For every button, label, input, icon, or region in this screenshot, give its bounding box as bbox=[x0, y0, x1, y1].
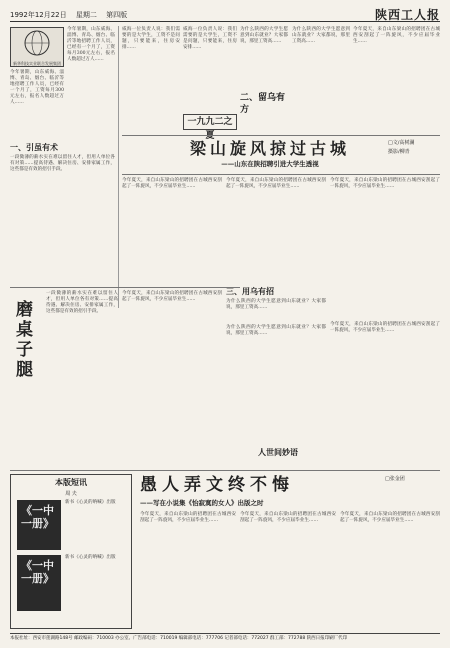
books-column-title: 本版短讯 bbox=[55, 478, 87, 487]
byline-writer: □文/高树澜 bbox=[388, 140, 415, 146]
cartoon-area-text: 为什么陕西的大学生愿意到山东就业？大家都说，那里工资高…… bbox=[226, 325, 326, 337]
main-article-col2: 今年夏天，来自山东梁山的招聘团在古城西安刮起了一阵旋风，不少应届毕业生…… bbox=[226, 178, 326, 190]
lower-rule bbox=[10, 470, 440, 471]
right-mid-text: 今年夏天，来自山东梁山的招聘团在古城西安刮起了一阵旋风，不少应届毕业生…… bbox=[330, 322, 440, 334]
headline-rule-bottom bbox=[122, 174, 440, 175]
vertical-article-text-1: 一段微薄的薪水实在难以留住人才，但用人单位各有对策……提高待遇、解决住房、安排家属工作，这些都是有效的招引手段。 bbox=[46, 291, 118, 315]
right-top-text: 为什么陕西的大学生愿意到山东就业？大家都说，那里工资高…… bbox=[292, 27, 350, 45]
lead-text-left: 今年暑期，山东威海、淄博、青岛、烟台、临沂等地招聘工作人员，已经有一个月了，工资每月300元左右，报名人数超过万人…… bbox=[10, 70, 64, 106]
main-article-col1: 今年夏天，来自山东梁山的招聘团在古城西安刮起了一阵旋风，不少应届毕业生…… bbox=[122, 178, 222, 190]
byline-photo: 摄影/柳青 bbox=[388, 149, 410, 155]
vertical-title: 磨桌子腿 bbox=[12, 300, 32, 380]
vertical-title-box bbox=[12, 300, 42, 440]
section2-title: 二、留乌有方 bbox=[240, 93, 286, 115]
mid-top-text: 威海一位负责人说：我们需要的是大学生，工资不是问题，只要能来，住房安排…… bbox=[122, 27, 180, 51]
section1-text: 一段微薄的薪水实在难以留住人才，但用人单位各有对策……提高待遇、解决住房、安排家属工作，这些都是有效的招引手段。 bbox=[10, 155, 115, 173]
feature-text-col2: 今年夏天，来自山东梁山的招聘团在古城西安刮起了一阵旋风，不少应届毕业生…… bbox=[240, 512, 336, 524]
footer-publish: 群工部：772788 bbox=[270, 636, 306, 641]
column-divider-1 bbox=[118, 26, 119, 308]
globe-logo-icon bbox=[11, 28, 63, 58]
footer-ads: 办公室、广告部电话：710019 bbox=[115, 636, 178, 641]
feature-byline: □张金团 bbox=[385, 476, 405, 482]
issue-weekday: 星期二 bbox=[75, 11, 97, 19]
issue-date: 1992年12月22日 bbox=[10, 11, 67, 19]
section1-title: 一、引虽有术 bbox=[10, 143, 58, 152]
section2-box bbox=[240, 92, 288, 118]
section3-text: 为什么陕西的大学生愿意到山东就业？大家都说，那里工资高…… bbox=[226, 299, 326, 311]
books-box bbox=[10, 474, 132, 629]
feature-subtitle: ——写在小说集《怡寂寞的女人》出版之时 bbox=[140, 498, 264, 507]
footer-edit: 编辑部电话：777706 bbox=[178, 636, 223, 641]
issue-date-line bbox=[10, 11, 134, 20]
book-item-2: 新书《心灵的呐喊》出版 bbox=[65, 555, 116, 560]
headline-rule-top bbox=[122, 135, 440, 136]
section3-title: 三、用乌有招 bbox=[226, 287, 274, 296]
feature-text-col1: 今年夏天，来自山东梁山的招聘团在古城西安刮起了一阵旋风，不少应届毕业生…… bbox=[140, 512, 236, 524]
footer-address: 本报社址：西安市莲湖路148号 bbox=[10, 636, 73, 641]
right-top-text-2: 今年夏天，来自山东梁山的招聘团在古城西安刮起了一阵旋风，不少应届毕业生…… bbox=[353, 27, 440, 45]
logo-box bbox=[10, 27, 64, 67]
section2-text: 为什么陕西的大学生愿意到山东就业？大家都说，那里工资高…… bbox=[240, 27, 288, 45]
main-article-col3: 今年夏天，来自山东梁山的招聘团在古城西安刮起了一阵旋风，不少应届毕业生…… bbox=[330, 178, 440, 190]
book-item-1: 新书《心灵的呐喊》出版 bbox=[65, 500, 116, 505]
main-headline: 梁山旋风掠过古城 bbox=[189, 139, 350, 158]
issue-page: 第四版 bbox=[106, 11, 128, 19]
lead-text-col2: 今年暑期，山东威海、淄博、青岛、烟台、临沂等地招聘工作人员，已经有一个月了，工资每月300元左右，报名人数超过万人…… bbox=[67, 27, 115, 63]
mid-top-text-2: 威海一位负责人说：我们需要的是大学生，工资不是问题，只要能来，住房安排…… bbox=[183, 27, 237, 51]
mid-rule bbox=[10, 287, 240, 288]
main-subheadline: ——山东在陕招聘引进大学生透视 bbox=[221, 160, 319, 168]
footer-zip: 邮政编码：710003 bbox=[74, 636, 114, 641]
books-author: 周 夫 bbox=[65, 490, 77, 497]
feature-text-col3: 今年夏天，来自山东梁山的招聘团在古城西安刮起了一阵旋风，不少应届毕业生…… bbox=[340, 512, 440, 524]
cartoon-banner bbox=[226, 440, 330, 466]
logo-caption: 新华科技实业联合发展集团 bbox=[13, 60, 61, 66]
footer-print: 陕西日报印刷厂代印 bbox=[306, 636, 348, 641]
masthead: 陕西工人报 bbox=[374, 8, 440, 22]
cartoon-banner-text: 人世间妙语 bbox=[258, 447, 298, 457]
book-cover-2: 《一中一册》 bbox=[17, 555, 61, 611]
book-cover-1: 《一中一册》 bbox=[17, 500, 61, 550]
page-header bbox=[10, 9, 440, 22]
feature-title: 愚人弄文终不悔 bbox=[140, 475, 294, 495]
vertical-article-text-2: 今年夏天，来自山东梁山的招聘团在古城西安刮起了一阵旋风，不少应届毕业生…… bbox=[122, 291, 222, 303]
page-footer bbox=[10, 633, 440, 642]
date-stamp: 一九九二之夏 bbox=[183, 114, 237, 130]
headline-bylines bbox=[388, 139, 440, 163]
footer-news: 记者部电话：772027 bbox=[224, 636, 269, 641]
